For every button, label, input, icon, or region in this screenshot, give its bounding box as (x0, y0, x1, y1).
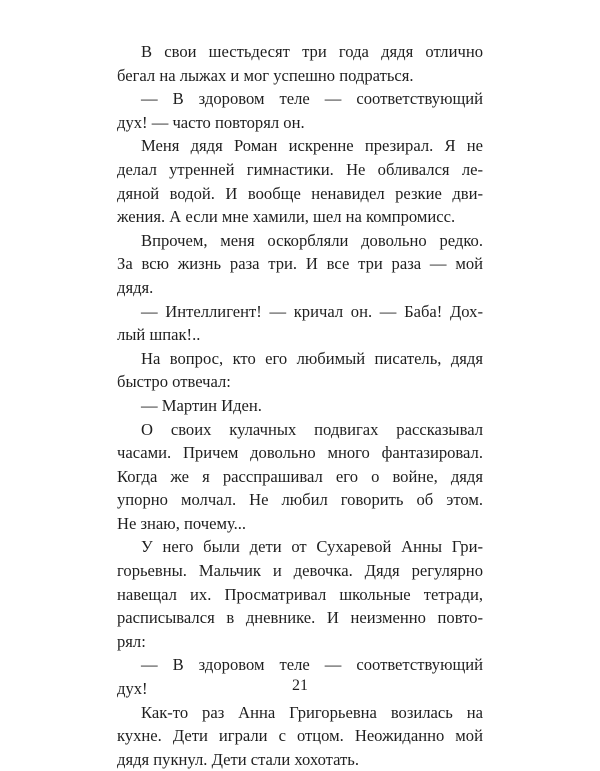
text-line: — В здоровом теле — соответствующий (141, 89, 483, 109)
text-line: О своих кулачных подвигах рассказывал (141, 419, 483, 439)
text-line: дядя пукнул. Дети стали хохотать. (117, 749, 360, 769)
text-line: расписывался в дневнике. И неизменно повто- (117, 608, 483, 628)
text-line: — В здоровом теле — соответствующий (141, 655, 483, 675)
text-line: Не знаю, почему... (117, 513, 247, 533)
text-line: кухне. Дети играли с отцом. Неожиданно мой (117, 726, 483, 746)
text-line: быстро отвечал: (117, 372, 231, 392)
text-line: упорно молчал. Не любил говорить об этом. (117, 490, 483, 510)
text-line: делал утренней гимнастики. Не обливался ле- (117, 159, 483, 179)
text-line: Впрочем, меня оскорбляли довольно редко. (141, 230, 483, 250)
text-line: жения. А если мне хамили, шел на компромисс. (117, 207, 456, 227)
text-line: У него были дети от Сухаревой Анны Гри- (141, 537, 483, 557)
text-line: В свои шестьдесят три года дядя отлично (141, 42, 483, 61)
text-line: часами. Причем довольно много фантазировал. (117, 443, 483, 463)
text-line: лый шпак!.. (117, 325, 201, 345)
text-line: дядя. (117, 277, 154, 297)
text-line: За всю жизнь раза три. И все три раза — мой (117, 254, 483, 274)
text-line: бегал на лыжах и мог успешно подраться. (117, 65, 414, 85)
text-line: — Интеллигент! — кричал он. — Баба! Дох- (141, 301, 483, 321)
text-line: Когда же я расспрашивал его о войне, дядя (117, 466, 483, 486)
page-number: 21 (292, 677, 308, 694)
text-line: навещал их. Просматривал школьные тетради, (117, 584, 483, 604)
text-line: — Мартин Иден. (141, 395, 262, 415)
text-line: дух! (117, 679, 148, 699)
text-line: На вопрос, кто его любимый писатель, дядя (141, 348, 483, 368)
page-text (117, 40, 483, 771)
text-line: дух! — часто повторял он. (117, 112, 305, 132)
text-line: дяной водой. И вообще ненавидел резкие дви- (117, 183, 483, 203)
text-line: горьевны. Мальчик и девочка. Дядя регулярно (117, 561, 483, 581)
text-line: Как-то раз Анна Григорьевна возилась на (141, 702, 483, 722)
text-line: рял: (117, 631, 146, 651)
text-line: Меня дядя Роман искренне презирал. Я не (141, 136, 483, 156)
